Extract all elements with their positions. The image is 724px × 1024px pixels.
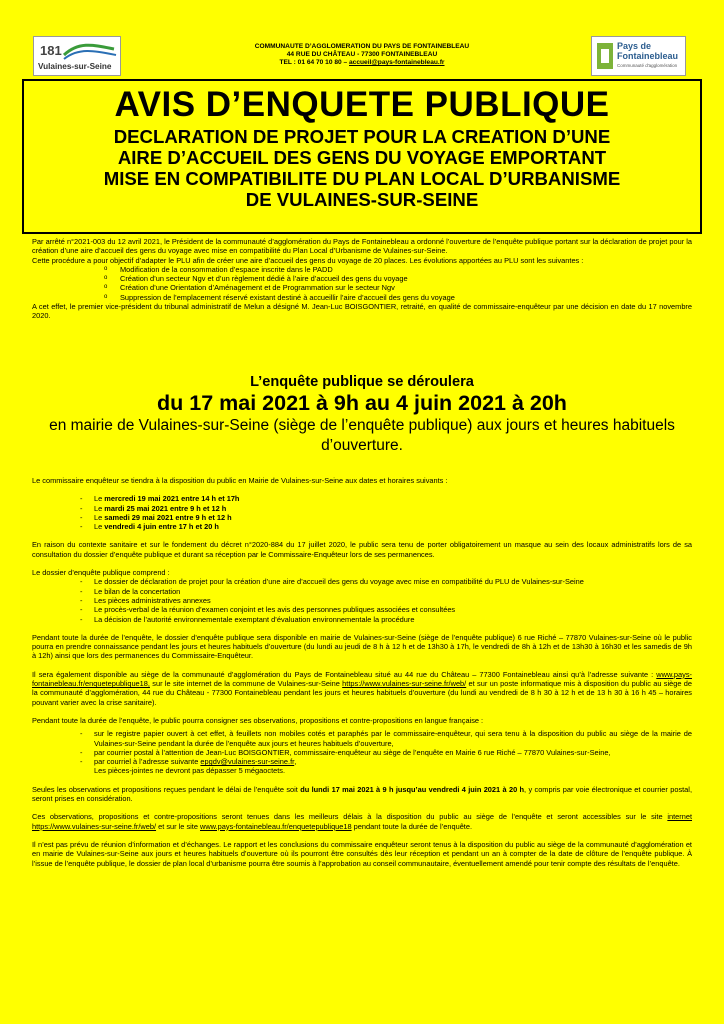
subtitle-line-4: DE VULAINES-SUR-SEINE bbox=[245, 189, 479, 210]
dossier-list bbox=[32, 577, 692, 623]
vulaines-internet-link[interactable]: internet https://www.vulaines-sur-seine.fr/web/ bbox=[32, 812, 692, 831]
vulaines-logo-text: Vulaines-sur-Seine bbox=[38, 62, 112, 71]
list-item: o Modification de la consommation d’espace inscrite dans le PADD bbox=[120, 265, 692, 274]
observations-list bbox=[32, 729, 692, 775]
list-item: o Création d’un secteur Ngv et d’un règlement dédié à l’aire d’accueil des gens du voyage bbox=[120, 274, 692, 283]
permanences-list bbox=[32, 494, 692, 531]
sanitary-paragraph: En raison du contexte sanitaire et sur le fondement du décret n°2020-884 du 17 juillet 2020, le public sera tenu de porter obligatoirement un masque au sein des locaux administratifs lors de sa consultation du dossier d’enquête publique et durant sa réception par le Commissaire-Enquêteur lors de ses permanences. bbox=[32, 540, 692, 559]
list-item: - La décision de l’autorité environnementale exemptant d’évaluation environnementale la procédure bbox=[94, 615, 692, 624]
subtitle-line-2: AIRE D’ACCUEIL DES GENS DU VOYAGE EMPORTANT bbox=[117, 147, 607, 168]
list-item: - Les pièces administratives annexes bbox=[94, 596, 692, 605]
dates-line-1: L’enquête publique se déroulera bbox=[250, 374, 474, 390]
list-item: - Le vendredi 4 juin entre 17 h et 20 h bbox=[94, 522, 692, 531]
dates-block bbox=[40, 373, 684, 456]
list-item: - Le dossier de déclaration de projet pour la création d’une aire d’accueil des gens du voyage avec mise en compatibilité du PLU de Vulaines-sur-Seine bbox=[94, 577, 692, 586]
svg-text:181: 181 bbox=[40, 43, 62, 58]
document-body bbox=[32, 237, 692, 321]
permanences-intro: Le commissaire enquêteur se tiendra à la disposition du public en Mairie de Vulaines-sur-Seine aux dates et horaires suivants : bbox=[32, 476, 448, 485]
vulaines-website-link[interactable]: https://www.vulaines-sur-seine.fr/web/ bbox=[342, 679, 467, 689]
intro-paragraph-3: A cet effet, le premier vice-président du tribunal administratif de Melun a désigné M. Jean-Luc BOISGONTIER, retraité, en qualité de commissaire-enquêteur par une décision en date du 17 novembre 2020. bbox=[32, 302, 692, 321]
dates-line-2: du 17 mai 2021 à 9h au 4 juin 2021 à 20h bbox=[157, 391, 567, 415]
list-item: - Le mercredi 19 mai 2021 entre 14 h et 17h bbox=[94, 494, 692, 503]
subtitle-line-3: MISE EN COMPATIBILITE DU PLAN LOCAL D’URBANISME bbox=[103, 168, 621, 189]
header-line-2: 44 RUE DU CHÂTEAU - 77300 FONTAINEBLEAU bbox=[286, 51, 438, 58]
dossier-intro: Le dossier d’enquête publique comprend : bbox=[32, 568, 170, 578]
list-item: o Suppression de l’emplacement réservé existant destiné à accueillir l’aire d’accueil des gens du voyage bbox=[120, 293, 692, 302]
right-logo-line1: Pays de bbox=[617, 41, 652, 51]
observations-intro: Pendant toute la durée de l’enquête, le public pourra consigner ses observations, propositions et contre-propositions en langue française : bbox=[32, 715, 484, 725]
seules-paragraph: Seules les observations et propositions reçues pendant le délai de l’enquête soit du lundi 17 mai 2021 à 9 h jusqu’au vendredi 4 juin 2021 à 20 h, y compris par voie électronique et courrier postal, seront prises en considération. bbox=[32, 784, 692, 804]
plu-changes-list bbox=[32, 265, 692, 302]
subtitle-line-1: DECLARATION DE PROJET POUR LA CREATION D’UNE bbox=[113, 126, 611, 147]
vulaines-logo bbox=[33, 36, 121, 76]
enquete-link-2[interactable]: www.pays-fontainebleau.fr/enquetepublique18 bbox=[200, 821, 352, 831]
pays-fontainebleau-emblem-icon bbox=[595, 41, 615, 71]
dates-line-3: en mairie de Vulaines-sur-Seine (siège de l’enquête publique) aux jours et heures habituels d’ouverture. bbox=[49, 417, 675, 454]
pays-fontainebleau-logo bbox=[591, 36, 686, 76]
right-logo-line2: Fontainebleau bbox=[617, 51, 679, 61]
siege-paragraph: Il sera également disponible au siège de la communauté d’agglomération du Pays de Fontainebleau situé au 44 rue du Château – 77300 Fontainebleau ainsi qu’à l’adresse suivante : www.pays-fontainebleau.fr/enquetepublique18, sur le site internet de la commune de Vulaines-sur-Seine https://www.vulaines-sur-seine.fr/web/ et sur un poste informatique mis à disposition du public au siège de la communauté d’agglomération, 44 rue du Château - 77300 Fontainebleau pendant les jours et heures habituels d’ouverture (du lundi au vendredi de 8 h 30 à 12 h et de 13 h 30 à 16 h 45 – horaires pouvant varier avec la crise sanitaire). bbox=[32, 669, 692, 707]
pendant-paragraph: Pendant toute la durée de l’enquête, le dossier d’enquête publique sera disponible en mairie de Vulaines-sur-Seine (siège de l’enquête publique) 6 rue Riché – 77870 Vulaines-sur-Seine où le public pourra en prendre connaissance pendant les jours et heures habituels d’ouverture (du lundi au jeudi de 8 h à 12 h et de 13h30 à 17h, le vendredi de 8h à 12h et de 13h30 à 16h30 et les samedis de 9h à 12h) ainsi que lors des permanences du Commissaire-Enquêteur. bbox=[32, 632, 692, 661]
intro-paragraph-1: Par arrêté n°2021-003 du 12 avril 2021, le Président de la communauté d’agglomération du Pays de Fontainebleau a ordonné l’ouverture de l’enquête publique portant sur la déclaration de projet pour la création d’une aire d’accueil des gens du voyage avec mise en compatibilité du Plan Local d’Urbanisme de Vulaines-sur-Seine. bbox=[32, 237, 692, 256]
page-title: AVIS D’ENQUETE PUBLIQUE bbox=[114, 85, 610, 124]
right-logo-tagline: Communauté d'agglomération bbox=[617, 63, 678, 68]
list-item: - Le samedi 29 mai 2021 entre 9 h et 12 h bbox=[94, 513, 692, 522]
header-line-1: COMMUNAUTE D’AGGLOMERATION DU PAYS DE FONTAINEBLEAU bbox=[254, 43, 470, 50]
list-item: - Le mardi 25 mai 2021 entre 9 h et 12 h bbox=[94, 504, 692, 513]
header-email-link[interactable]: accueil@pays-fontainebleau.fr bbox=[349, 59, 445, 66]
intro-paragraph-2: Cette procédure a pour objectif d’adapter le PLU afin de créer une aire d’accueil des gens du voyage de 20 places. Les évolutions apportées au PLU sont les suivantes : bbox=[32, 255, 584, 265]
list-item: - Le procès-verbal de la réunion d’examen conjoint et les avis des personnes publiques associées et consultées bbox=[94, 605, 692, 614]
email-link[interactable]: epgdv@vulaines-sur-seine.fr bbox=[200, 757, 295, 767]
enquete-link[interactable]: www.pays-fontainebleau.fr/enquetepublique18, bbox=[32, 669, 692, 689]
list-item: - Le bilan de la concertation bbox=[94, 587, 692, 596]
list-item: o Création d’une Orientation d’Aménagement et de Programmation sur le secteur Ngv bbox=[120, 283, 692, 292]
header-phone: TEL : 01 64 70 10 80 – bbox=[279, 59, 350, 66]
title-box bbox=[22, 79, 702, 234]
list-item: - par courrier postal à l’attention de Jean-Luc BOISGONTIER, commissaire-enquêteur au siège de l’enquête en Mairie 6 rue Riché – 77870 Vulaines-sur-Seine, bbox=[94, 748, 692, 757]
tenues-paragraph: Ces observations, propositions et contre-propositions seront tenues dans les meilleurs délais à la disposition du public au siège de l’enquête et seront accessibles sur le site internet https://www.vulaines-sur-seine.fr/web/ et sur le site www.pays-fontainebleau.fr/enquetepublique18 pendant toute la durée de l’enquête. bbox=[32, 812, 692, 831]
document-body-2 bbox=[32, 476, 692, 868]
list-item: - par courriel à l’adresse suivante epgdv@vulaines-sur-seine.fr, Les pièces-jointes ne devront pas dépasser 5 mégaoctets. bbox=[94, 757, 692, 776]
header-line-3 bbox=[200, 59, 524, 67]
final-paragraph: Il n’est pas prévu de réunion d’information et d’échanges. Le rapport et les conclusions du commissaire enquêteur seront tenus à la disposition du public au siège de la communauté d’agglomération et en mairie de Vulaines-sur-Seine aux jours et heures habituels d’ouverture où ils pourront être consultés dès leur réception et pendant un an à compter de la date de clôture de l’enquête publique. À l’issue de l’enquête publique, le dossier de plan local d’urbanisme pourra être soumis à l’approbation au conseil communautaire, éventuellement amendé pour tenir compte des résultats de l’enquête. bbox=[32, 839, 692, 868]
list-item: - sur le registre papier ouvert à cet effet, à feuillets non mobiles cotés et paraphés par le commissaire-enquêteur, qui sera tenu à la disposition du public au siège de la mairie de Vulaines-sur-Seine pendant la durée de l’enquête aux jours et heures habituels d’ouverture, bbox=[94, 729, 692, 748]
